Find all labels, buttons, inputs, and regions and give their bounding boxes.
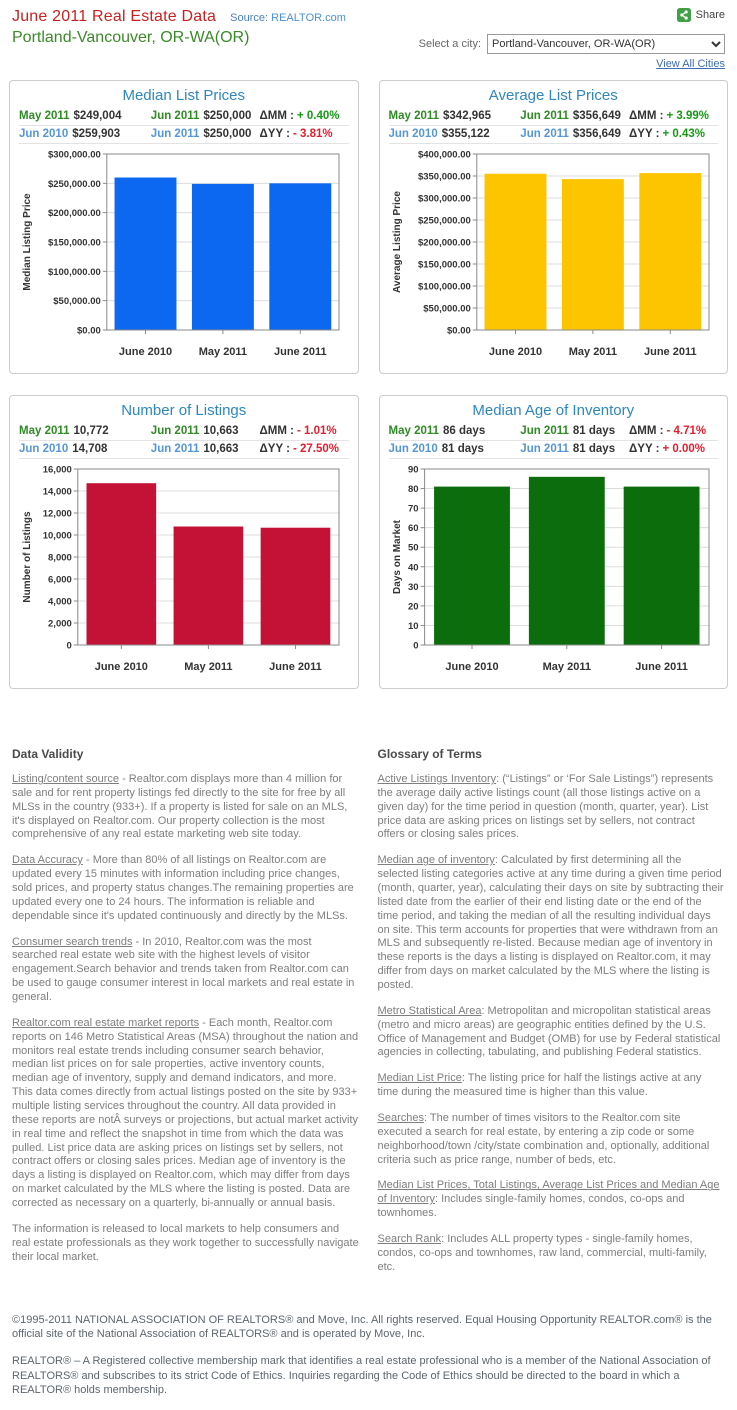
bar-may-2011 [192,184,254,330]
chart-title: Average List Prices [488,87,618,104]
definition-text: : The number of times visitors to the Realtor.com site executed a search for real estate, by entering a zip code or some neighborhood/town /city/state combination and, optionally, additional criteria such as price range, number of beds, etc. [377,1112,710,1166]
svg-text:10,000: 10,000 [42,530,72,542]
definition-text: - More than 80% of all listings on Realtor.com are updated every 15 minutes with information including price changes, sold prices, and property status changes.The remaining properties are updated every one to 24 hours. The information is reliable and dependable since it's updated continuously and directly by the MLSs. [12,854,354,922]
svg-text:$100,000.00: $100,000.00 [417,281,471,293]
svg-text:20: 20 [407,601,419,613]
svg-text:$250,000.00: $250,000.00 [47,178,101,190]
header [0,0,737,74]
glossary-heading: Glossary of Terms [377,747,482,761]
bar-june-2011 [269,183,331,330]
realtor-mark-text: REALTOR® – A Registered collective membership mark that identifies a real estate professional who is a member of the National Association of REALTORS® and subscribes to its strict Code of Ethics. Inquiries regarding the Code of Ethics should be directed to the board in which a REALTOR® holds membership. [12,1355,711,1396]
city-title: Portland-Vancouver, OR-WA(OR) [12,29,250,46]
delta-label: ΔMM : [259,110,294,122]
source-prefix: Source: [230,12,269,24]
stat-row [19,423,349,441]
svg-text:0: 0 [66,640,72,652]
stat-period: Jun 2011 [150,110,200,122]
svg-text:50: 50 [407,542,419,554]
bar-chart [385,463,723,684]
stat-row [389,441,719,459]
svg-text:June 2010: June 2010 [488,346,542,358]
svg-text:$150,000.00: $150,000.00 [417,259,471,271]
stat-row [389,126,719,144]
stat-value: $259,903 [72,128,121,140]
stat-value: $250,000 [203,128,252,140]
svg-text:Average Listing Price: Average Listing Price [391,191,403,293]
svg-text:$200,000.00: $200,000.00 [47,208,101,220]
svg-text:4,000: 4,000 [48,596,72,608]
stat-row [19,108,349,126]
chart-card-median-list-prices [9,80,359,374]
stat-value: 14,708 [72,443,108,455]
stat-period: Jun 2010 [19,128,69,140]
bar-may-2011 [561,179,623,330]
svg-text:$400,000.00: $400,000.00 [417,149,471,161]
svg-text:2,000: 2,000 [48,618,72,630]
header-controls [419,8,725,72]
stat-period: Jun 2010 [388,128,438,140]
stat-period: May 2011 [19,425,70,437]
svg-text:May 2011: May 2011 [184,661,233,673]
svg-text:30: 30 [407,581,419,593]
stat-period: Jun 2011 [520,425,569,437]
stat-row [389,108,719,126]
stat-period: Jun 2011 [520,443,569,455]
definition-paragraph [378,1233,726,1275]
term-label: Data Accuracy [12,854,83,867]
svg-text:0: 0 [412,640,419,652]
svg-text:May 2011: May 2011 [568,346,617,358]
term-label: Searches [377,1112,424,1125]
delta-value: + 0.43% [662,128,705,140]
svg-text:Number of Listings: Number of Listings [22,511,33,603]
bar-chart [385,148,723,369]
svg-text:12,000: 12,000 [42,508,72,520]
view-all-cities-link[interactable]: View All Cities [656,58,725,70]
charts-grid [0,80,737,689]
bar-may-2011 [528,477,604,645]
delta-value: + 3.99% [666,110,710,122]
city-select[interactable] [487,34,725,54]
svg-text:$300,000.00: $300,000.00 [417,193,471,205]
share-label: Share [695,9,725,21]
text-sections [0,747,737,1287]
definition-paragraph [12,1223,360,1265]
definition-text: : The listing price for half the listings active at any time during the measured time is higher than this value. [377,1072,702,1099]
stat-value: 10,772 [73,425,109,437]
svg-text:14,000: 14,000 [42,486,72,498]
stat-value: 81 days [572,425,616,437]
bar-june-2010 [115,178,177,330]
definition-paragraph [378,1005,726,1060]
definition-text: : Includes ALL property types - single-family homes, condos, co-ops and townhomes, raw land, commercial, multi-family, etc. [377,1233,707,1273]
chart-canvas [385,148,721,364]
svg-text:$0.00: $0.00 [446,325,471,337]
term-label: Realtor.com real estate market reports [12,1016,200,1029]
svg-text:$300,000.00: $300,000.00 [47,149,101,161]
definition-paragraph [378,1179,726,1221]
delta-label: ΔMM : [629,425,664,437]
delta-label: ΔMM : [629,110,664,122]
chart-title: Median List Prices [122,87,246,104]
bar-june-2010 [484,174,546,330]
definition-paragraph [378,854,726,993]
glossary-section [378,747,726,1287]
definition-paragraph [12,1017,360,1211]
bar-june-2010 [434,487,510,645]
stat-value: $342,965 [443,110,491,122]
share-icon [677,8,691,22]
delta-label: ΔYY : [629,443,660,455]
svg-text:80: 80 [407,484,419,496]
data-validity-heading: Data Validity [12,747,84,761]
svg-text:$0.00: $0.00 [77,325,101,337]
stat-period: Jun 2011 [150,128,200,140]
definition-text: : (“Listings” or ‘For Sale Listings”) represents the average daily active listings count (all those listings active on a given day) for the time period in question (month, quarter, year). List price data are asking prices on listings set by sellers, not contract offers or closing sales prices. [377,773,714,841]
delta-value: - 3.81% [292,128,333,140]
chart-title: Median Age of Inventory [472,402,635,419]
definition-paragraph [12,773,360,842]
stat-row [19,126,349,144]
definition-text: - Each month, Realtor.com reports on 146 Metro Statistical Areas (MSA) throughout the nation and monitors real estate trends including consumer search behavior, median list prices on for sale properties, active inventory counts, median age of inventory, supply and demand indicators, and more. This data comes directly from actual listings posted on the site by 933+ multiple listing services throughout the country. All data provided in these reports are notÂ surveys or projections, but actual market activity in real time and reflect the snapshot in time from which the data was pulled. List price data are asking prices on listings set by sellers, not contract offers or closing sales prices. Median age of inventory is the days a listing is displayed on Realtor.com, which may differ from days on market calculated by the MLS where the listing is posted. Data are corrected as necessary on a quarterly, bi-annually or annual basis. [12,1016,359,1210]
svg-text:8,000: 8,000 [48,552,72,564]
definition-text: : Calculated by first determining all the selected listing categories active at any time during a given time period (month, quarter, year), calculating their days on site by subtracting their listed date from the earlier of their end listing date or the end of the time period, and taking the median of all the resulting individual days on site. This term accounts for properties that were withdrawn from an MLS and subsequently re-listed. Because median age of inventory in these reports is the days a listing is displayed on Realtor.com, it may differ from days on market calculated by the MLS where the listing is posted. [377,854,724,992]
bar-june-2011 [639,173,701,330]
stat-value: $356,649 [572,128,621,140]
term-label: Search Rank [377,1233,442,1246]
stat-value: $249,004 [73,110,122,122]
svg-text:Days on Market: Days on Market [391,520,403,594]
svg-text:6,000: 6,000 [48,574,72,586]
svg-text:June 2010: June 2010 [118,346,173,358]
bar-chart [15,463,353,684]
delta-value: - 27.50% [292,443,339,455]
svg-text:60: 60 [407,523,419,535]
stat-period: Jun 2010 [19,443,69,455]
definition-text: - Realtor.com displays more than 4 million for sale and for rent property listings fed directly to the site for free by all MLSs in the country (933+). If a property is listed for sale on an MLS, it's displayed on Realtor.com. Our property collection is the most comprehensive of any real estate marketing web site today. [12,773,348,841]
svg-text:May 2011: May 2011 [542,661,591,673]
share-button[interactable] [677,8,725,22]
definition-paragraph [378,1072,726,1100]
svg-text:June 2011: June 2011 [634,661,688,673]
svg-text:June 2011: June 2011 [274,346,327,358]
delta-label: ΔYY : [259,128,290,140]
bar-june-2011 [261,528,331,645]
stat-period: May 2011 [19,110,70,122]
bar-june-2010 [87,483,157,645]
stat-row [389,423,719,441]
svg-text:$250,000.00: $250,000.00 [417,215,471,227]
stat-value: 86 days [443,425,486,437]
source-link[interactable]: REALTOR.com [271,12,346,24]
stat-period: Jun 2011 [150,425,200,437]
term-label: Median age of inventory [377,854,495,867]
page-title: June 2011 Real Estate Data [12,8,217,25]
delta-label: ΔYY : [259,443,290,455]
svg-text:May 2011: May 2011 [198,346,248,358]
chart-title: Number of Listings [121,402,247,419]
delta-label: ΔMM : [259,425,294,437]
definition-text: - In 2010, Realtor.com was the most searched real estate web site with the highest levels of visitor engagement.Search behavior and trends taken from Realtor.com can be used to gauge consumer interest in local markets and real estate in general. [12,935,355,1004]
stat-period: May 2011 [388,110,440,122]
svg-text:40: 40 [407,562,419,574]
chart-canvas [15,463,351,679]
svg-text:June 2010: June 2010 [444,661,499,673]
data-validity-section [12,747,360,1287]
bar-may-2011 [174,527,244,645]
svg-text:$50,000.00: $50,000.00 [53,296,101,308]
stat-value: 81 days [572,443,616,455]
svg-text:$100,000.00: $100,000.00 [47,266,101,278]
term-label: Median List Prices, Total Listings, Average List Prices and Median Age of Inventory [377,1179,720,1206]
svg-text:Median Listing Price: Median Listing Price [22,193,33,291]
stat-value: 10,663 [203,443,239,455]
stat-value: $356,649 [572,110,621,122]
definition-text: The information is released to local markets to help consumers and real estate professionals as they work together to successfully navigate their local market. [12,1222,359,1263]
chart-canvas [15,148,351,364]
footer [0,1313,737,1397]
source-label [230,12,346,24]
bar-chart [15,148,353,369]
chart-card-median-age-of-inventory [379,395,729,689]
header-titles [12,8,346,72]
definition-text: : Includes single-family homes, condos, co-ops and townhomes. [377,1193,685,1220]
stat-period: May 2011 [388,425,440,437]
svg-text:June 2010: June 2010 [94,661,148,673]
bar-june-2011 [623,487,699,645]
svg-text:70: 70 [407,503,419,515]
delta-value: - 1.01% [296,425,337,437]
stat-value: 10,663 [203,425,239,437]
definition-text: : Metropolitan and micropolitan statistical areas (metro and micro areas) are geographic entities defined by the U.S. Office of Management and Budget (OMB) for use by Federal statistical agencies in collecting, tabulating, and publishing Federal statistics. [377,1004,721,1059]
chart-canvas [385,463,721,679]
stat-value: 81 days [441,443,484,455]
svg-text:$50,000.00: $50,000.00 [422,303,471,315]
stat-value: $250,000 [203,110,252,122]
svg-text:$350,000.00: $350,000.00 [417,171,471,183]
definition-paragraph [12,936,360,1005]
term-label: Median List Price [377,1072,462,1085]
svg-text:10: 10 [407,620,419,632]
term-label: Active Listings Inventory [377,773,497,785]
term-label: Metro Statistical Area [377,1004,482,1017]
svg-text:June 2011: June 2011 [643,346,697,358]
chart-card-number-of-listings [9,395,359,689]
term-label: Consumer search trends [12,935,133,948]
term-label: Listing/content source [12,773,120,785]
copyright-text: ©1995-2011 NATIONAL ASSOCIATION OF REALTORS® and Move, Inc. All rights reserved. Equal Housing Opportunity REALTOR.com® is the official site of the National Association of REALTORS® and is operated by Move, Inc. [12,1313,712,1340]
definition-paragraph [12,854,360,923]
stat-row [19,441,349,459]
delta-value: + 0.00% [662,443,705,455]
svg-text:$150,000.00: $150,000.00 [47,237,101,249]
svg-text:90: 90 [407,464,419,476]
delta-value: - 4.71% [666,425,707,437]
svg-text:June 2011: June 2011 [269,661,322,673]
definition-paragraph [378,1112,726,1167]
chart-card-average-list-prices [379,80,729,374]
stat-value: $355,122 [441,128,490,140]
svg-text:$200,000.00: $200,000.00 [417,237,471,249]
stat-period: Jun 2011 [520,128,569,140]
select-city-label: Select a city: [418,38,481,50]
delta-value: + 0.40% [296,110,340,122]
delta-label: ΔYY : [629,128,660,140]
stat-period: Jun 2011 [150,443,200,455]
definition-paragraph [378,773,726,842]
stat-period: Jun 2011 [520,110,569,122]
svg-text:16,000: 16,000 [42,464,72,476]
stat-period: Jun 2010 [388,443,438,455]
